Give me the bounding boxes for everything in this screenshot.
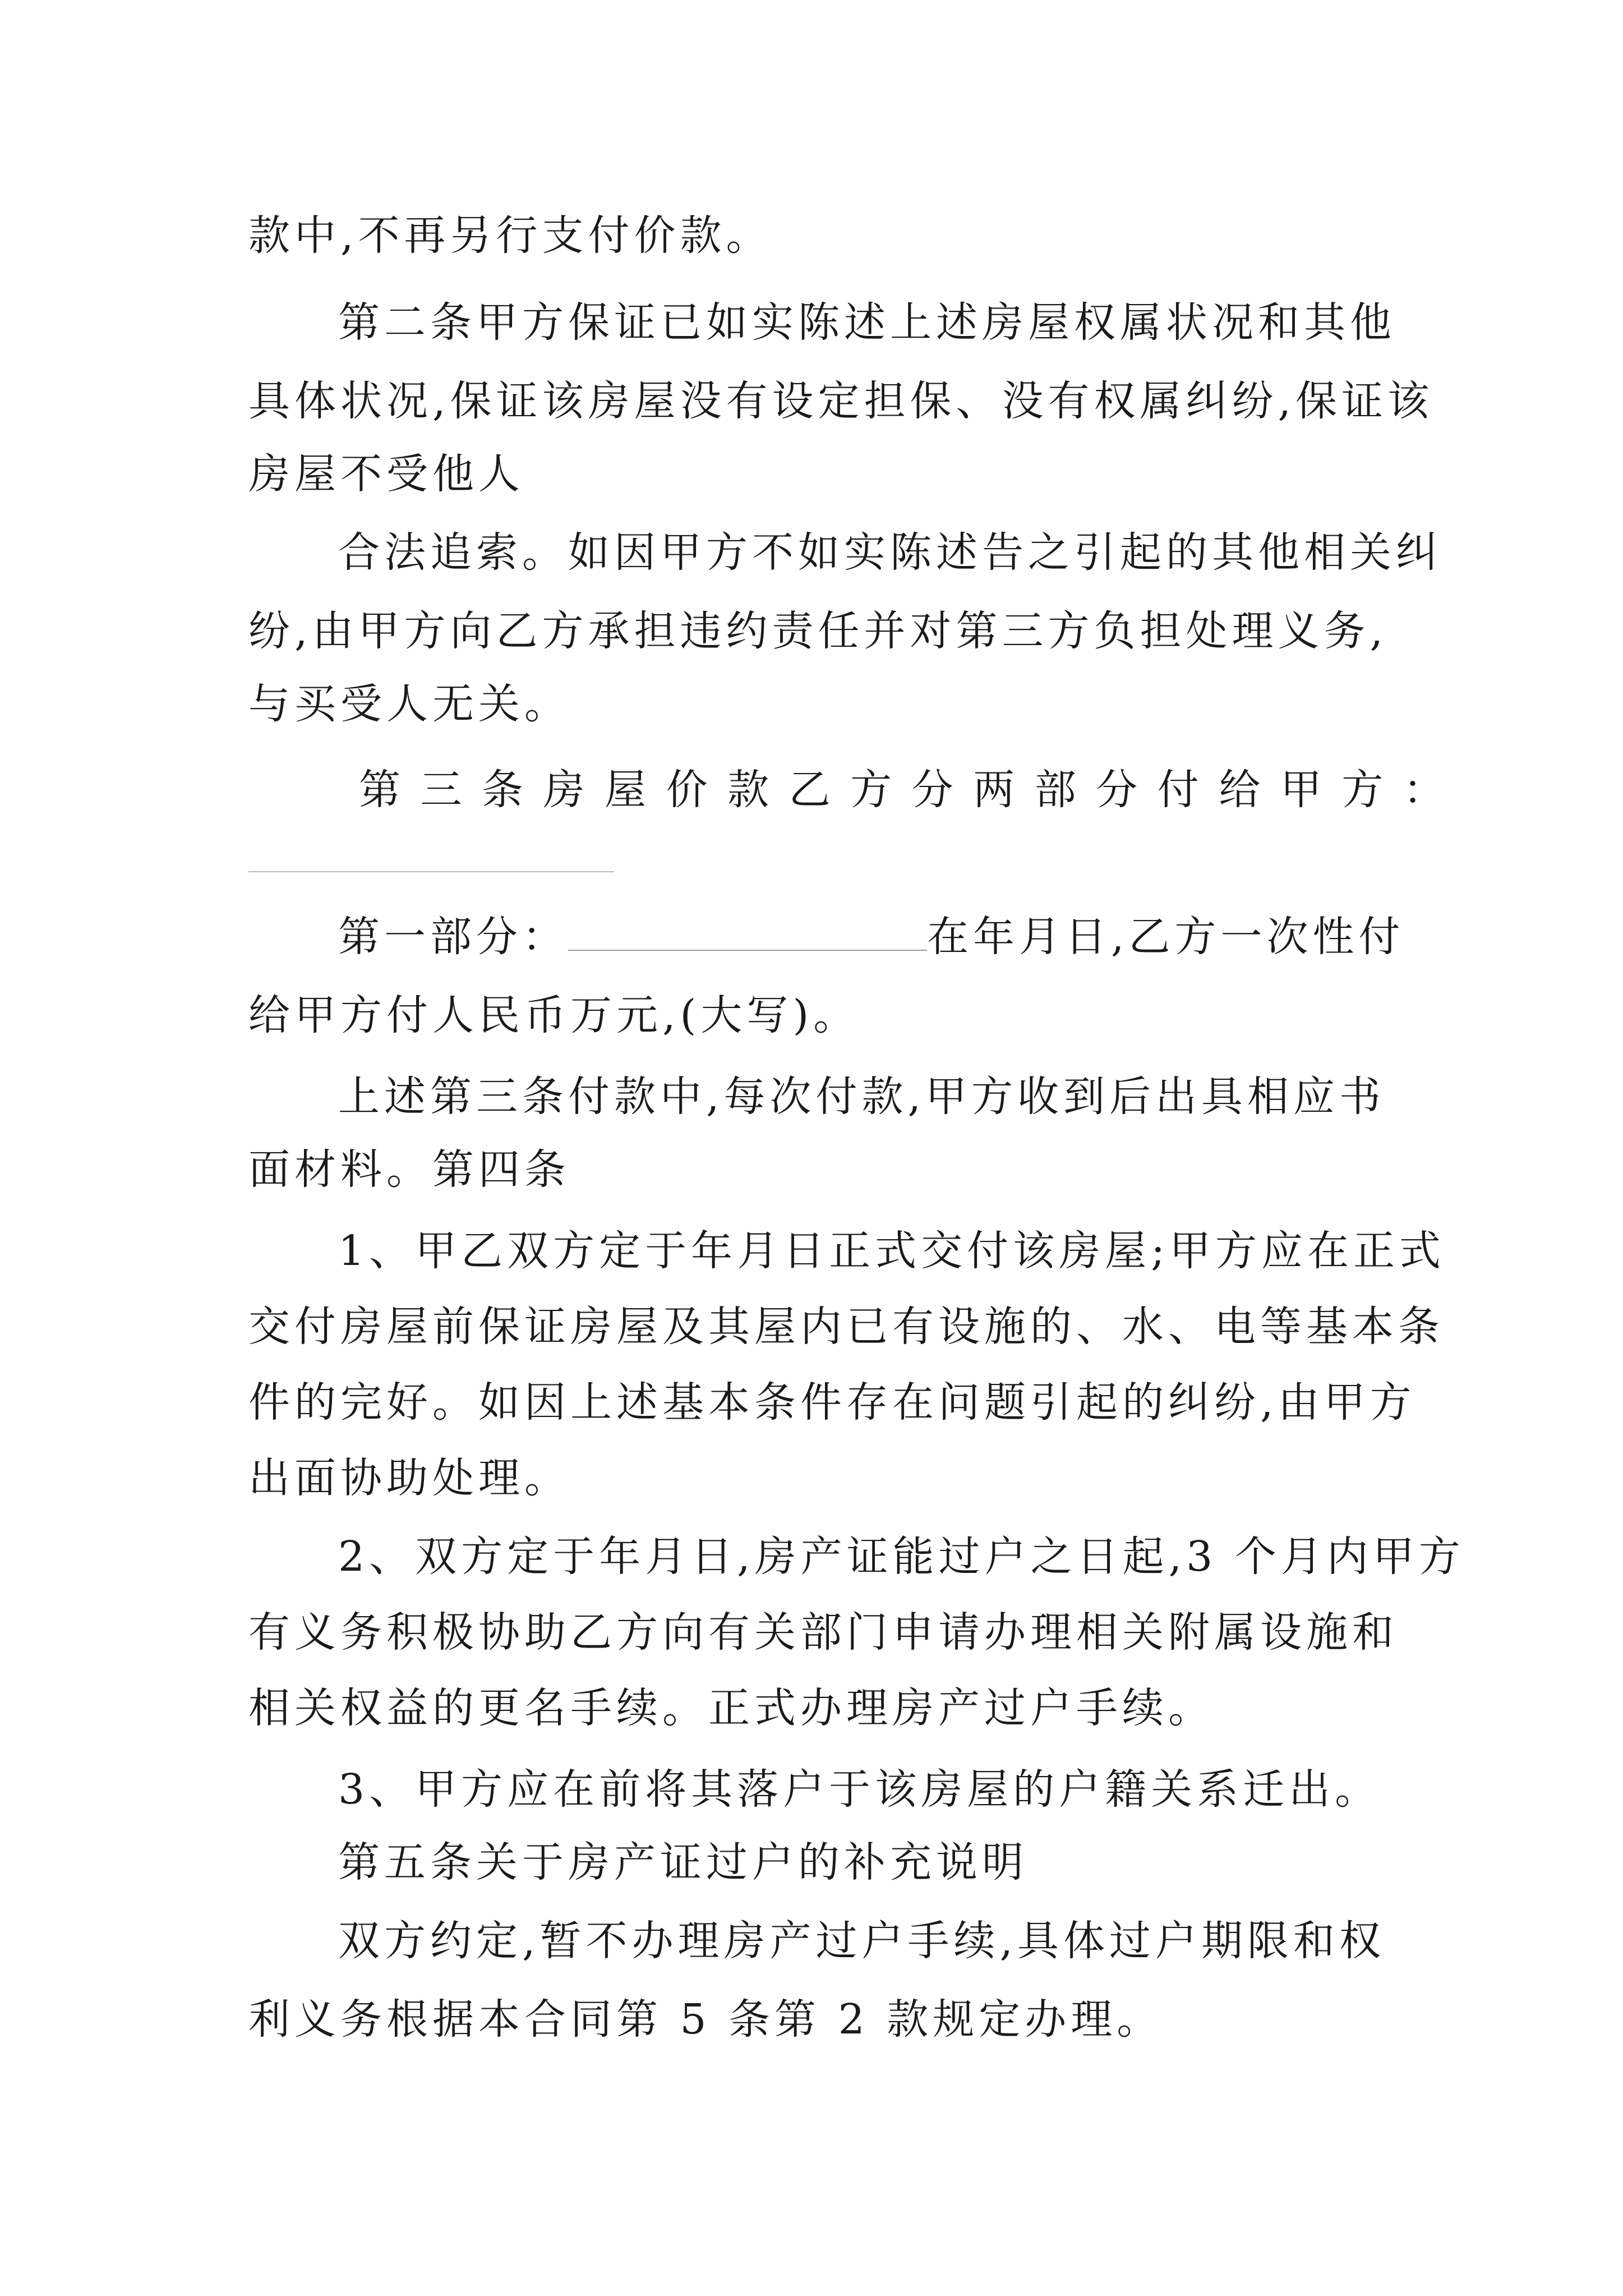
payment-part-one-text: 在年月日,乙方一次性付 — [927, 913, 1405, 961]
payment-part-one-line — [338, 898, 1405, 976]
paragraph-line: 纷,由甲方向乙方承担违约责任并对第三方负担处理义务, — [248, 607, 1388, 655]
paragraph-line: 件的完好。如因上述基本条件存在问题引起的纠纷,由甲方 — [248, 1378, 1416, 1427]
paragraph-line: 与买受人无关。 — [248, 680, 570, 728]
amount-blank-line — [568, 949, 927, 951]
paragraph-line: 双方约定,暂不办理房产过户手续,具体过户期限和权 — [338, 1917, 1386, 1965]
paragraph-line: 利义务根据本合同第 5 条第 2 款规定办理。 — [248, 1995, 1163, 2044]
paragraph-line: 合法追索。如因甲方不如实陈述告之引起的其他相关纠 — [338, 528, 1442, 577]
paragraph-line: 上述第三条付款中,每次付款,甲方收到后出具相应书 — [338, 1073, 1386, 1121]
paragraph-line: 款中,不再另行支付价款。 — [248, 211, 772, 260]
payment-part-one-label: 第一部分： — [338, 913, 568, 961]
paragraph-line: 1、甲乙双方定于年月日正式交付该房屋;甲方应在正式 — [338, 1227, 1446, 1275]
fill-in-blank-line — [248, 871, 614, 872]
paragraph-line: 面材料。第四条 — [248, 1145, 570, 1194]
paragraph-line: 2、双方定于年月日,房产证能过户之日起,3 个月内甲方 — [338, 1533, 1465, 1581]
paragraph-line: 出面协助处理。 — [248, 1454, 570, 1502]
paragraph-line: 给甲方付人民币万元,(大写)。 — [248, 991, 860, 1039]
article-five-heading: 第五条关于房产证过户的补充说明 — [338, 1838, 1028, 1887]
paragraph-line: 具体状况,保证该房屋没有设定担保、没有权属纠纷,保证该 — [248, 377, 1434, 425]
paragraph-line: 3、甲方应在前将其落户于该房屋的户籍关系迁出。 — [338, 1765, 1381, 1814]
paragraph-line: 交付房屋前保证房屋及其屋内已有设施的、水、电等基本条 — [248, 1303, 1444, 1351]
paragraph-line: 相关权益的更名手续。正式办理房产过户手续。 — [248, 1684, 1214, 1732]
paragraph-line: 第二条甲方保证已如实陈述上述房屋权属状况和其他 — [338, 298, 1396, 347]
article-three-heading: 第 三 条 房 屋 价 款 乙 方 分 两 部 分 付 给 甲 方 ： — [359, 766, 1448, 814]
paragraph-line: 房屋不受他人 — [248, 450, 524, 498]
paragraph-line: 有义务积极协助乙方向有关部门申请办理相关附属设施和 — [248, 1608, 1398, 1657]
